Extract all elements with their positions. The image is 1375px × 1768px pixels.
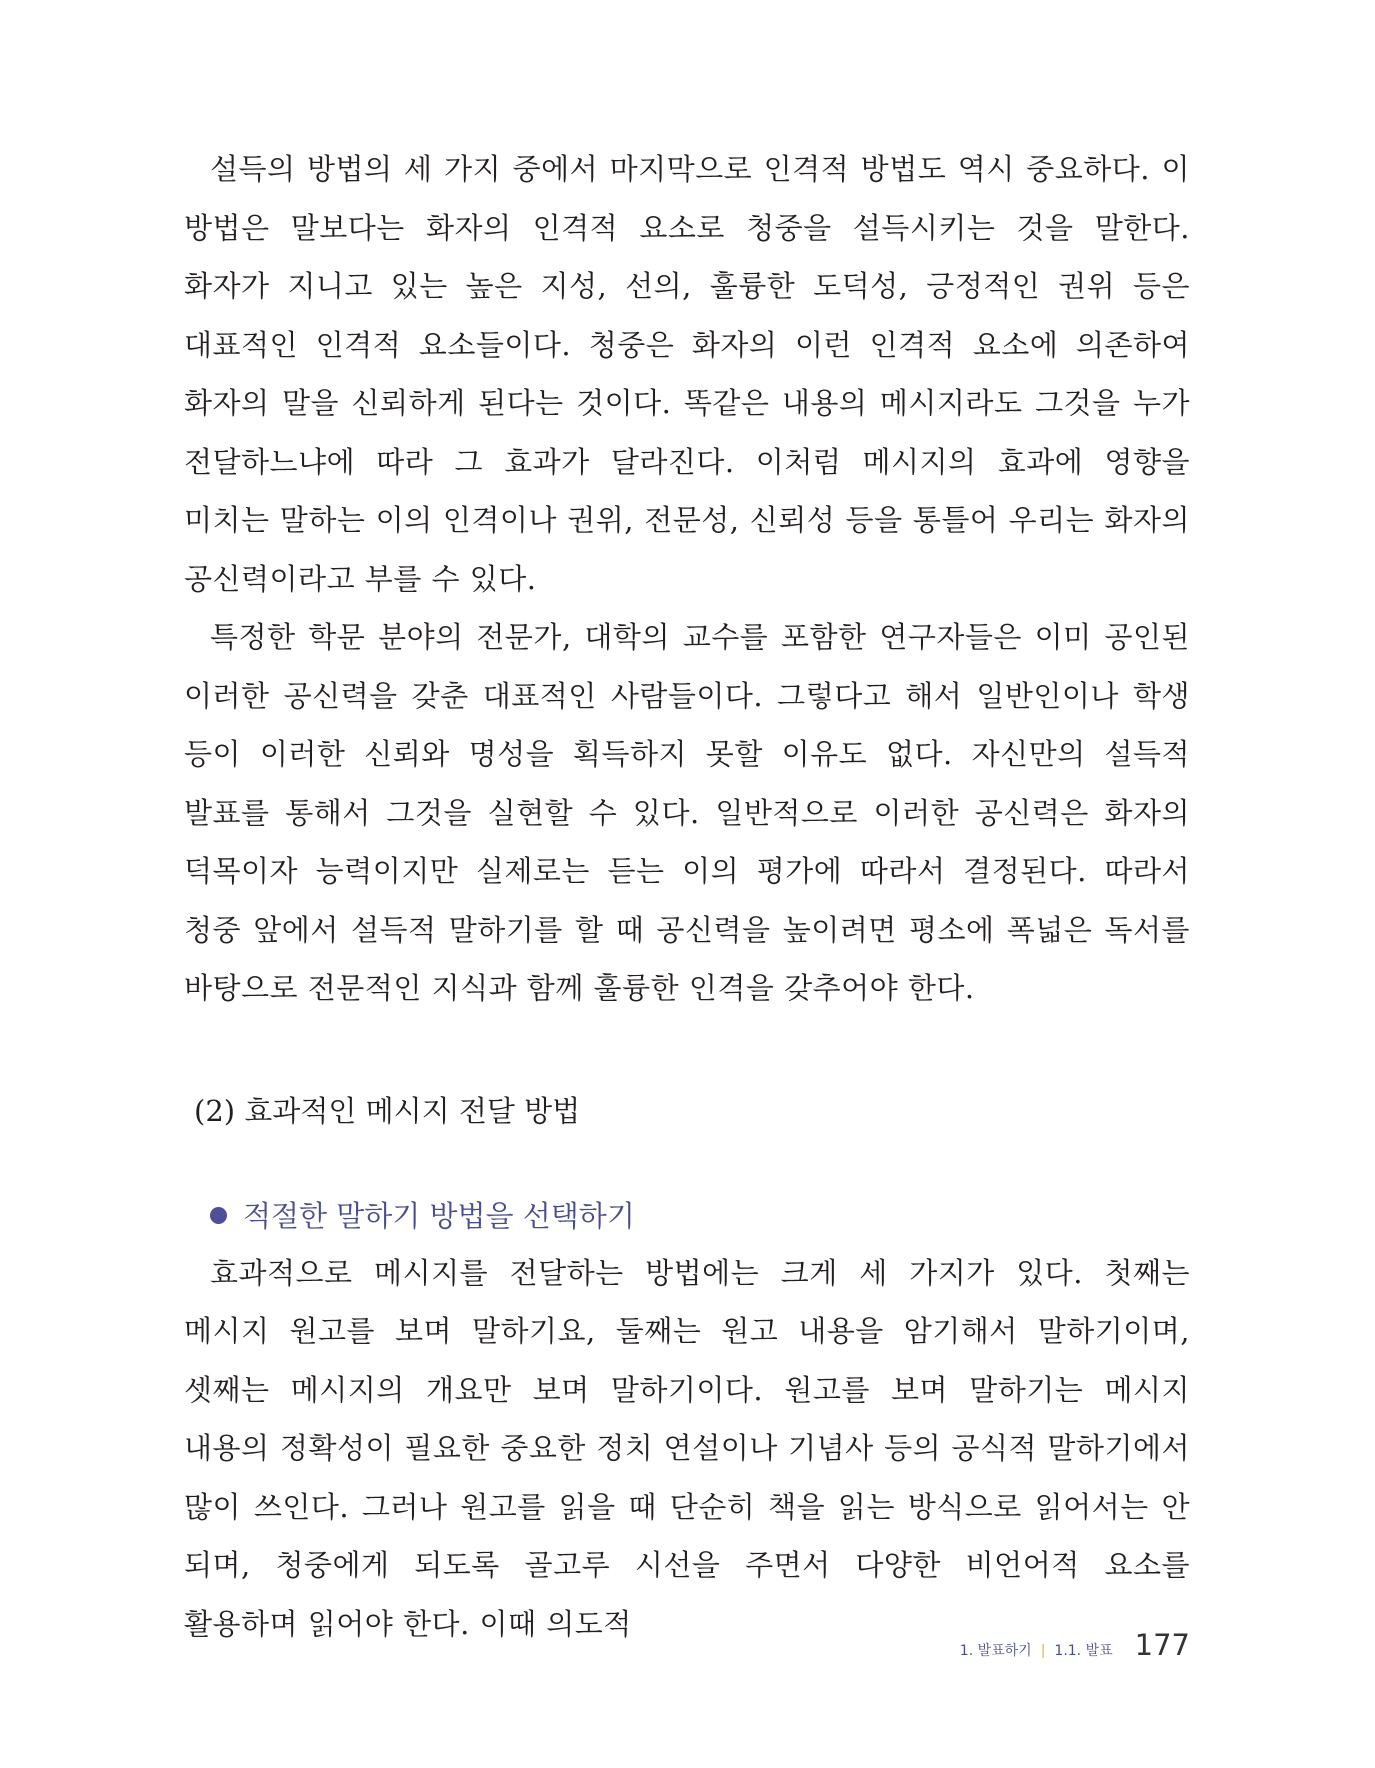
page-number: 177 <box>1134 1628 1190 1662</box>
page-footer <box>960 1628 1190 1662</box>
subheading <box>210 1188 1190 1244</box>
footer-separator: | <box>1040 1643 1046 1659</box>
section-heading: (2) 효과적인 메시지 전달 방법 <box>194 1093 581 1128</box>
body-paragraph-2: 특정한 학문 분야의 전문가, 대학의 교수를 포함한 연구자들은 이미 공인된 이러한 공신력을 갖춘 대표적인 사람들이다. 그렇다고 해서 일반인이나 학생 등이 이러한 신뢰와 명성을 획득하지 못할 이유도 없다. 자신만의 설득적 발표를 통해서 그것을 실현할 수 있다. 일반적으로 이러한 공신력은 화자의 덕목이자 능력이지만 실제로는 듣는 이의 평가에 따라서 결정된다. 따라서 청중 앞에서 설득적 말하기를 할 때 공신력을 높이려면 평소에 폭넓은 독서를 바탕으로 전문적인 지식과 함께 훌륭한 인격을 갖추어야 한다. <box>184 620 1190 1005</box>
subheading-text: 적절한 말하기 방법을 선택하기 <box>243 1198 635 1233</box>
footer-chapter: 1. 발표하기 <box>959 1643 1032 1659</box>
footer-section: 1.1. 발표 <box>1054 1643 1113 1659</box>
bullet-icon <box>210 1207 227 1224</box>
body-paragraph-1: 설득의 방법의 세 가지 중에서 마지막으로 인격적 방법도 역시 중요하다. 이 방법은 말보다는 화자의 인격적 요소로 청중을 설득시키는 것을 말한다. 화자가 지니고 있는 높은 지성, 선의, 훌륭한 도덕성, 긍정적인 권위 등은 대표적인 인격적 요소들이다. 청중은 화자의 이런 인격적 요소에 의존하여 화자의 말을 신뢰하게 된다는 것이다. 똑같은 내용의 메시지라도 그것을 누가 전달하느냐에 따라 그 효과가 달라진다. 이처럼 메시지의 효과에 영향을 미치는 말하는 이의 인격이나 권위, 전문성, 신뢰성 등을 통틀어 우리는 화자의 공신력이라고 부를 수 있다. <box>184 152 1190 596</box>
page-body <box>184 140 1190 1653</box>
body-paragraph-3: 효과적으로 메시지를 전달하는 방법에는 크게 세 가지가 있다. 첫째는 메시지 원고를 보며 말하기요, 둘째는 원고 내용을 암기해서 말하기이며, 셋째는 메시지의 개요만 보며 말하기이다. 원고를 보며 말하기는 메시지 내용의 정확성이 필요한 중요한 정치 연설이나 기념사 등의 공식적 말하기에서 많이 쓰인다. 그러나 원고를 읽을 때 단순히 책을 읽는 방식으로 읽어서는 안 되며, 청중에게 되도록 골고루 시선을 주면서 다양한 비언어적 요소를 활용하며 읽어야 한다. 이때 의도적 <box>184 1255 1190 1641</box>
